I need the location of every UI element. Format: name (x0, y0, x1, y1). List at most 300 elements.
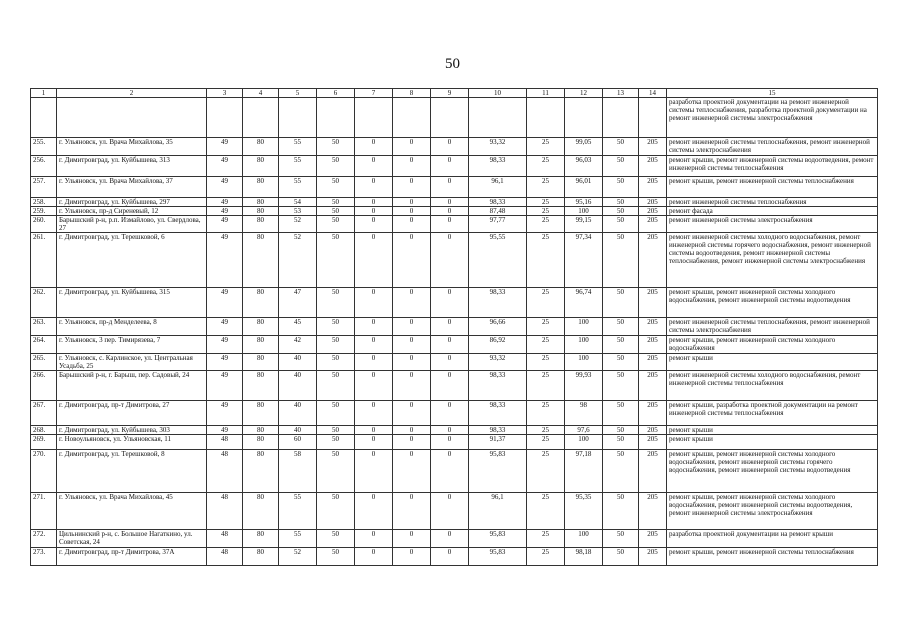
table-row (31, 288, 878, 318)
value-cell: 40 (279, 426, 317, 435)
value-cell: 93,32 (469, 354, 527, 371)
value-cell: 0 (431, 401, 469, 426)
value-cell: 205 (639, 530, 667, 548)
column-number: 8 (393, 89, 431, 98)
value-cell: 99,05 (565, 138, 603, 156)
value-cell (565, 98, 603, 138)
address-cell: г. Ульяновск, ул. Врача Михайлова, 37 (57, 177, 207, 198)
value-cell: 25 (527, 493, 565, 530)
value-cell: 0 (355, 548, 393, 566)
value-cell: 0 (355, 156, 393, 177)
value-cell: 0 (355, 288, 393, 318)
table-row (31, 177, 878, 198)
value-cell: 50 (603, 318, 639, 336)
value-cell: 50 (603, 198, 639, 207)
value-cell: 0 (393, 354, 431, 371)
value-cell: 50 (317, 426, 355, 435)
value-cell: 50 (603, 435, 639, 450)
value-cell: 205 (639, 401, 667, 426)
value-cell: 86,92 (469, 336, 527, 354)
value-cell: 49 (207, 336, 243, 354)
value-cell: 52 (279, 233, 317, 288)
value-cell: 49 (207, 177, 243, 198)
table-row (31, 530, 878, 548)
value-cell: 49 (207, 354, 243, 371)
value-cell: 0 (431, 207, 469, 216)
column-number: 2 (57, 89, 207, 98)
column-number: 12 (565, 89, 603, 98)
value-cell: 53 (279, 207, 317, 216)
row-number: 263. (31, 318, 57, 336)
value-cell: 50 (317, 216, 355, 233)
row-number: 266. (31, 371, 57, 401)
value-cell: 50 (317, 401, 355, 426)
work-types-cell: ремонт крыши, разработка проектной документации на ремонт инженерной системы теплоснабжения (667, 401, 878, 426)
row-number: 267. (31, 401, 57, 426)
value-cell: 49 (207, 288, 243, 318)
value-cell: 25 (527, 435, 565, 450)
value-cell: 80 (243, 198, 279, 207)
value-cell: 205 (639, 198, 667, 207)
work-types-cell: ремонт инженерной системы теплоснабжения, ремонт инженерной системы электроснабжения (667, 138, 878, 156)
value-cell: 0 (393, 233, 431, 288)
address-cell: г. Димитровград, ул. Куйбышева, 313 (57, 156, 207, 177)
value-cell: 48 (207, 435, 243, 450)
value-cell: 25 (527, 288, 565, 318)
value-cell: 96,74 (565, 288, 603, 318)
row-number: 261. (31, 233, 57, 288)
value-cell: 49 (207, 138, 243, 156)
value-cell: 49 (207, 207, 243, 216)
column-number: 10 (469, 89, 527, 98)
value-cell: 98,33 (469, 371, 527, 401)
column-number: 5 (279, 89, 317, 98)
value-cell: 0 (393, 371, 431, 401)
value-cell: 97,6 (565, 426, 603, 435)
value-cell: 99,93 (565, 371, 603, 401)
value-cell (355, 98, 393, 138)
table-row (31, 198, 878, 207)
value-cell: 25 (527, 233, 565, 288)
value-cell: 0 (431, 138, 469, 156)
column-number: 7 (355, 89, 393, 98)
value-cell: 25 (527, 138, 565, 156)
value-cell: 50 (317, 318, 355, 336)
table-row (31, 98, 878, 138)
value-cell: 205 (639, 435, 667, 450)
value-cell: 0 (431, 156, 469, 177)
value-cell: 50 (603, 493, 639, 530)
table-row (31, 336, 878, 354)
value-cell: 47 (279, 288, 317, 318)
value-cell: 0 (393, 138, 431, 156)
value-cell: 48 (207, 548, 243, 566)
value-cell: 80 (243, 530, 279, 548)
value-cell (279, 98, 317, 138)
address-cell: г. Ульяновск, пр-д Сиреневый, 12 (57, 207, 207, 216)
value-cell: 0 (355, 450, 393, 493)
value-cell: 0 (431, 426, 469, 435)
value-cell: 80 (243, 156, 279, 177)
value-cell: 80 (243, 548, 279, 566)
value-cell: 50 (603, 530, 639, 548)
table-row (31, 371, 878, 401)
value-cell: 0 (393, 207, 431, 216)
value-cell: 0 (431, 288, 469, 318)
table-row (31, 450, 878, 493)
work-types-cell: ремонт крыши, ремонт инженерной системы теплоснабжения (667, 177, 878, 198)
value-cell: 205 (639, 216, 667, 233)
work-types-cell: ремонт инженерной системы холодного водоснабжения, ремонт инженерной системы теплоснабжения (667, 371, 878, 401)
value-cell: 49 (207, 156, 243, 177)
value-cell: 0 (355, 435, 393, 450)
value-cell: 205 (639, 233, 667, 288)
value-cell: 49 (207, 318, 243, 336)
value-cell: 25 (527, 216, 565, 233)
value-cell: 0 (431, 435, 469, 450)
value-cell: 80 (243, 435, 279, 450)
row-number: 269. (31, 435, 57, 450)
value-cell: 95,83 (469, 450, 527, 493)
value-cell: 97,18 (565, 450, 603, 493)
value-cell: 50 (603, 401, 639, 426)
table-row (31, 156, 878, 177)
value-cell: 0 (431, 177, 469, 198)
value-cell: 0 (431, 493, 469, 530)
value-cell: 95,83 (469, 548, 527, 566)
value-cell: 55 (279, 177, 317, 198)
row-number: 265. (31, 354, 57, 371)
row-number: 262. (31, 288, 57, 318)
value-cell: 25 (527, 156, 565, 177)
value-cell: 0 (355, 530, 393, 548)
table-row (31, 493, 878, 530)
value-cell: 54 (279, 198, 317, 207)
table-row (31, 138, 878, 156)
value-cell: 50 (317, 548, 355, 566)
value-cell: 50 (317, 336, 355, 354)
value-cell: 0 (393, 401, 431, 426)
value-cell: 205 (639, 318, 667, 336)
value-cell (639, 98, 667, 138)
value-cell: 100 (565, 207, 603, 216)
value-cell: 0 (393, 426, 431, 435)
row-number (31, 98, 57, 138)
value-cell: 0 (355, 354, 393, 371)
value-cell: 96,03 (565, 156, 603, 177)
value-cell: 48 (207, 493, 243, 530)
value-cell (243, 98, 279, 138)
value-cell: 80 (243, 138, 279, 156)
value-cell: 0 (355, 371, 393, 401)
work-types-cell: ремонт инженерной системы электроснабжения (667, 216, 878, 233)
value-cell: 0 (393, 288, 431, 318)
value-cell: 25 (527, 177, 565, 198)
value-cell: 0 (355, 216, 393, 233)
table-row (31, 354, 878, 371)
value-cell: 205 (639, 177, 667, 198)
column-number: 14 (639, 89, 667, 98)
value-cell: 0 (393, 216, 431, 233)
value-cell: 205 (639, 450, 667, 493)
value-cell (603, 98, 639, 138)
value-cell: 98,33 (469, 156, 527, 177)
value-cell: 50 (603, 156, 639, 177)
column-number: 15 (667, 89, 878, 98)
value-cell: 50 (317, 530, 355, 548)
value-cell: 0 (393, 177, 431, 198)
value-cell: 0 (431, 198, 469, 207)
value-cell: 25 (527, 450, 565, 493)
value-cell: 49 (207, 233, 243, 288)
value-cell: 0 (393, 318, 431, 336)
row-number: 271. (31, 493, 57, 530)
value-cell (317, 98, 355, 138)
value-cell: 40 (279, 354, 317, 371)
value-cell: 80 (243, 207, 279, 216)
value-cell: 0 (393, 450, 431, 493)
address-cell: г. Димитровград, пр-т Димитрова, 27 (57, 401, 207, 426)
value-cell: 52 (279, 548, 317, 566)
value-cell: 80 (243, 354, 279, 371)
value-cell: 0 (431, 530, 469, 548)
value-cell: 45 (279, 318, 317, 336)
table-row (31, 401, 878, 426)
row-number: 272. (31, 530, 57, 548)
value-cell: 25 (527, 354, 565, 371)
value-cell: 25 (527, 530, 565, 548)
work-types-cell: ремонт крыши, ремонт инженерной системы холодного водоснабжения (667, 336, 878, 354)
value-cell: 0 (431, 450, 469, 493)
value-cell: 25 (527, 401, 565, 426)
value-cell: 50 (603, 371, 639, 401)
value-cell: 0 (355, 493, 393, 530)
address-cell: г. Ульяновск, ул. Врача Михайлова, 45 (57, 493, 207, 530)
value-cell: 55 (279, 156, 317, 177)
value-cell (469, 98, 527, 138)
value-cell: 91,37 (469, 435, 527, 450)
value-cell: 98 (565, 401, 603, 426)
value-cell: 80 (243, 233, 279, 288)
value-cell: 96,01 (565, 177, 603, 198)
table-row (31, 426, 878, 435)
value-cell: 0 (393, 493, 431, 530)
table-row (31, 207, 878, 216)
work-types-cell: ремонт крыши (667, 354, 878, 371)
value-cell: 0 (393, 336, 431, 354)
value-cell: 0 (431, 216, 469, 233)
value-cell: 96,66 (469, 318, 527, 336)
work-types-cell: ремонт крыши, ремонт инженерной системы холодного водоснабжения, ремонт инженерной системы горячего водоснабжения, ремонт инженерной системы водоотведения (667, 450, 878, 493)
address-cell: г. Ульяновск, с. Карлинское, ул. Центральная Усадьба, 25 (57, 354, 207, 371)
address-cell: г. Новоульяновск, ул. Ульяновская, 11 (57, 435, 207, 450)
column-number: 9 (431, 89, 469, 98)
value-cell: 99,15 (565, 216, 603, 233)
value-cell: 50 (317, 354, 355, 371)
value-cell: 80 (243, 336, 279, 354)
value-cell: 49 (207, 216, 243, 233)
value-cell: 0 (355, 198, 393, 207)
value-cell: 0 (355, 177, 393, 198)
value-cell: 96,1 (469, 493, 527, 530)
value-cell: 97,34 (565, 233, 603, 288)
value-cell: 50 (603, 548, 639, 566)
row-number: 260. (31, 216, 57, 233)
value-cell: 50 (317, 198, 355, 207)
value-cell: 55 (279, 493, 317, 530)
value-cell: 93,32 (469, 138, 527, 156)
value-cell: 50 (317, 493, 355, 530)
value-cell: 50 (603, 426, 639, 435)
value-cell: 50 (603, 216, 639, 233)
value-cell: 98,18 (565, 548, 603, 566)
value-cell: 0 (355, 426, 393, 435)
value-cell: 0 (355, 336, 393, 354)
address-cell: Цильнинский р-н, с. Большое Нагаткино, ул. Советская, 24 (57, 530, 207, 548)
value-cell: 50 (603, 288, 639, 318)
value-cell: 25 (527, 426, 565, 435)
value-cell: 100 (565, 354, 603, 371)
value-cell: 80 (243, 216, 279, 233)
value-cell: 80 (243, 401, 279, 426)
value-cell: 58 (279, 450, 317, 493)
value-cell: 0 (431, 548, 469, 566)
value-cell: 80 (243, 426, 279, 435)
row-number: 256. (31, 156, 57, 177)
value-cell: 205 (639, 354, 667, 371)
value-cell: 49 (207, 198, 243, 207)
value-cell: 0 (393, 548, 431, 566)
value-cell: 80 (243, 371, 279, 401)
address-cell: Барышский р-н, г. Барыш, пер. Садовый, 24 (57, 371, 207, 401)
value-cell: 50 (317, 288, 355, 318)
value-cell: 0 (393, 156, 431, 177)
work-types-cell: ремонт фасада (667, 207, 878, 216)
work-types-cell: ремонт крыши, ремонт инженерной системы водоотведения, ремонт инженерной системы теплоснабжения (667, 156, 878, 177)
value-cell: 97,77 (469, 216, 527, 233)
row-number: 268. (31, 426, 57, 435)
work-types-cell: ремонт инженерной системы холодного водоснабжения, ремонт инженерной системы горячего водоснабжения, ремонт инженерной системы водоотведения, ремонт инженерной системы теплоснабжения, ремонт инженерной системы электроснабжения (667, 233, 878, 288)
address-cell (57, 98, 207, 138)
table-row (31, 318, 878, 336)
value-cell: 80 (243, 318, 279, 336)
column-number: 1 (31, 89, 57, 98)
work-types-cell: ремонт крыши, ремонт инженерной системы холодного водоснабжения, ремонт инженерной системы водоотведения (667, 288, 878, 318)
value-cell: 0 (431, 354, 469, 371)
value-cell: 205 (639, 207, 667, 216)
value-cell: 100 (565, 435, 603, 450)
value-cell: 0 (355, 138, 393, 156)
row-number: 270. (31, 450, 57, 493)
value-cell (431, 98, 469, 138)
address-cell: г. Димитровград, ул. Куйбышева, 297 (57, 198, 207, 207)
table-row (31, 233, 878, 288)
value-cell: 80 (243, 493, 279, 530)
value-cell: 0 (355, 401, 393, 426)
value-cell: 50 (603, 354, 639, 371)
work-types-cell: ремонт крыши (667, 435, 878, 450)
value-cell: 100 (565, 336, 603, 354)
table-row (31, 216, 878, 233)
value-cell: 205 (639, 548, 667, 566)
value-cell: 0 (393, 530, 431, 548)
value-cell: 50 (603, 138, 639, 156)
work-types-cell: ремонт крыши, ремонт инженерной системы теплоснабжения (667, 548, 878, 566)
value-cell: 96,1 (469, 177, 527, 198)
value-cell: 40 (279, 401, 317, 426)
work-types-cell: ремонт инженерной системы теплоснабжения (667, 198, 878, 207)
row-number: 255. (31, 138, 57, 156)
work-types-cell: разработка проектной документации на ремонт инженерной системы теплоснабжения, разработка проектной документации на ремонт инженерной системы электроснабжения (667, 98, 878, 138)
value-cell: 55 (279, 138, 317, 156)
work-types-cell: ремонт инженерной системы теплоснабжения, ремонт инженерной системы электроснабжения (667, 318, 878, 336)
value-cell: 98,33 (469, 198, 527, 207)
value-cell: 42 (279, 336, 317, 354)
value-cell: 98,33 (469, 401, 527, 426)
value-cell: 100 (565, 530, 603, 548)
table-row (31, 548, 878, 566)
value-cell: 25 (527, 336, 565, 354)
value-cell: 55 (279, 530, 317, 548)
value-cell: 50 (603, 450, 639, 493)
value-cell: 25 (527, 207, 565, 216)
column-number: 3 (207, 89, 243, 98)
value-cell: 95,16 (565, 198, 603, 207)
column-number: 13 (603, 89, 639, 98)
value-cell: 50 (603, 207, 639, 216)
value-cell: 50 (317, 435, 355, 450)
address-cell: г. Ульяновск, пр-д Менделеева, 8 (57, 318, 207, 336)
value-cell: 49 (207, 371, 243, 401)
value-cell: 60 (279, 435, 317, 450)
value-cell: 0 (431, 233, 469, 288)
value-cell: 25 (527, 548, 565, 566)
value-cell: 0 (393, 435, 431, 450)
value-cell: 50 (603, 336, 639, 354)
value-cell: 48 (207, 530, 243, 548)
value-cell: 0 (355, 233, 393, 288)
row-number: 264. (31, 336, 57, 354)
value-cell: 80 (243, 177, 279, 198)
value-cell: 0 (393, 198, 431, 207)
value-cell: 50 (317, 207, 355, 216)
value-cell: 49 (207, 426, 243, 435)
value-cell: 48 (207, 450, 243, 493)
column-number-row (31, 89, 878, 98)
value-cell: 40 (279, 371, 317, 401)
value-cell: 80 (243, 288, 279, 318)
address-cell: г. Ульяновск, 3 пер. Тимирязева, 7 (57, 336, 207, 354)
value-cell: 205 (639, 493, 667, 530)
page-number: 50 (445, 56, 460, 72)
value-cell: 205 (639, 138, 667, 156)
value-cell (207, 98, 243, 138)
value-cell: 95,35 (565, 493, 603, 530)
value-cell: 0 (355, 207, 393, 216)
row-number: 259. (31, 207, 57, 216)
value-cell: 25 (527, 371, 565, 401)
column-number: 11 (527, 89, 565, 98)
value-cell: 25 (527, 318, 565, 336)
address-cell: г. Димитровград, ул. Терешковой, 6 (57, 233, 207, 288)
value-cell: 205 (639, 156, 667, 177)
register-table (30, 88, 878, 566)
work-types-cell: ремонт крыши, ремонт инженерной системы холодного водоснабжения, ремонт инженерной системы водоотведения, ремонт инженерной системы электроснабжения (667, 493, 878, 530)
value-cell: 95,83 (469, 530, 527, 548)
address-cell: Барышский р-н, р.п. Измайлово, ул. Свердлова, 27 (57, 216, 207, 233)
address-cell: г. Димитровград, ул. Терешковой, 8 (57, 450, 207, 493)
address-cell: г. Ульяновск, ул. Врача Михайлова, 35 (57, 138, 207, 156)
